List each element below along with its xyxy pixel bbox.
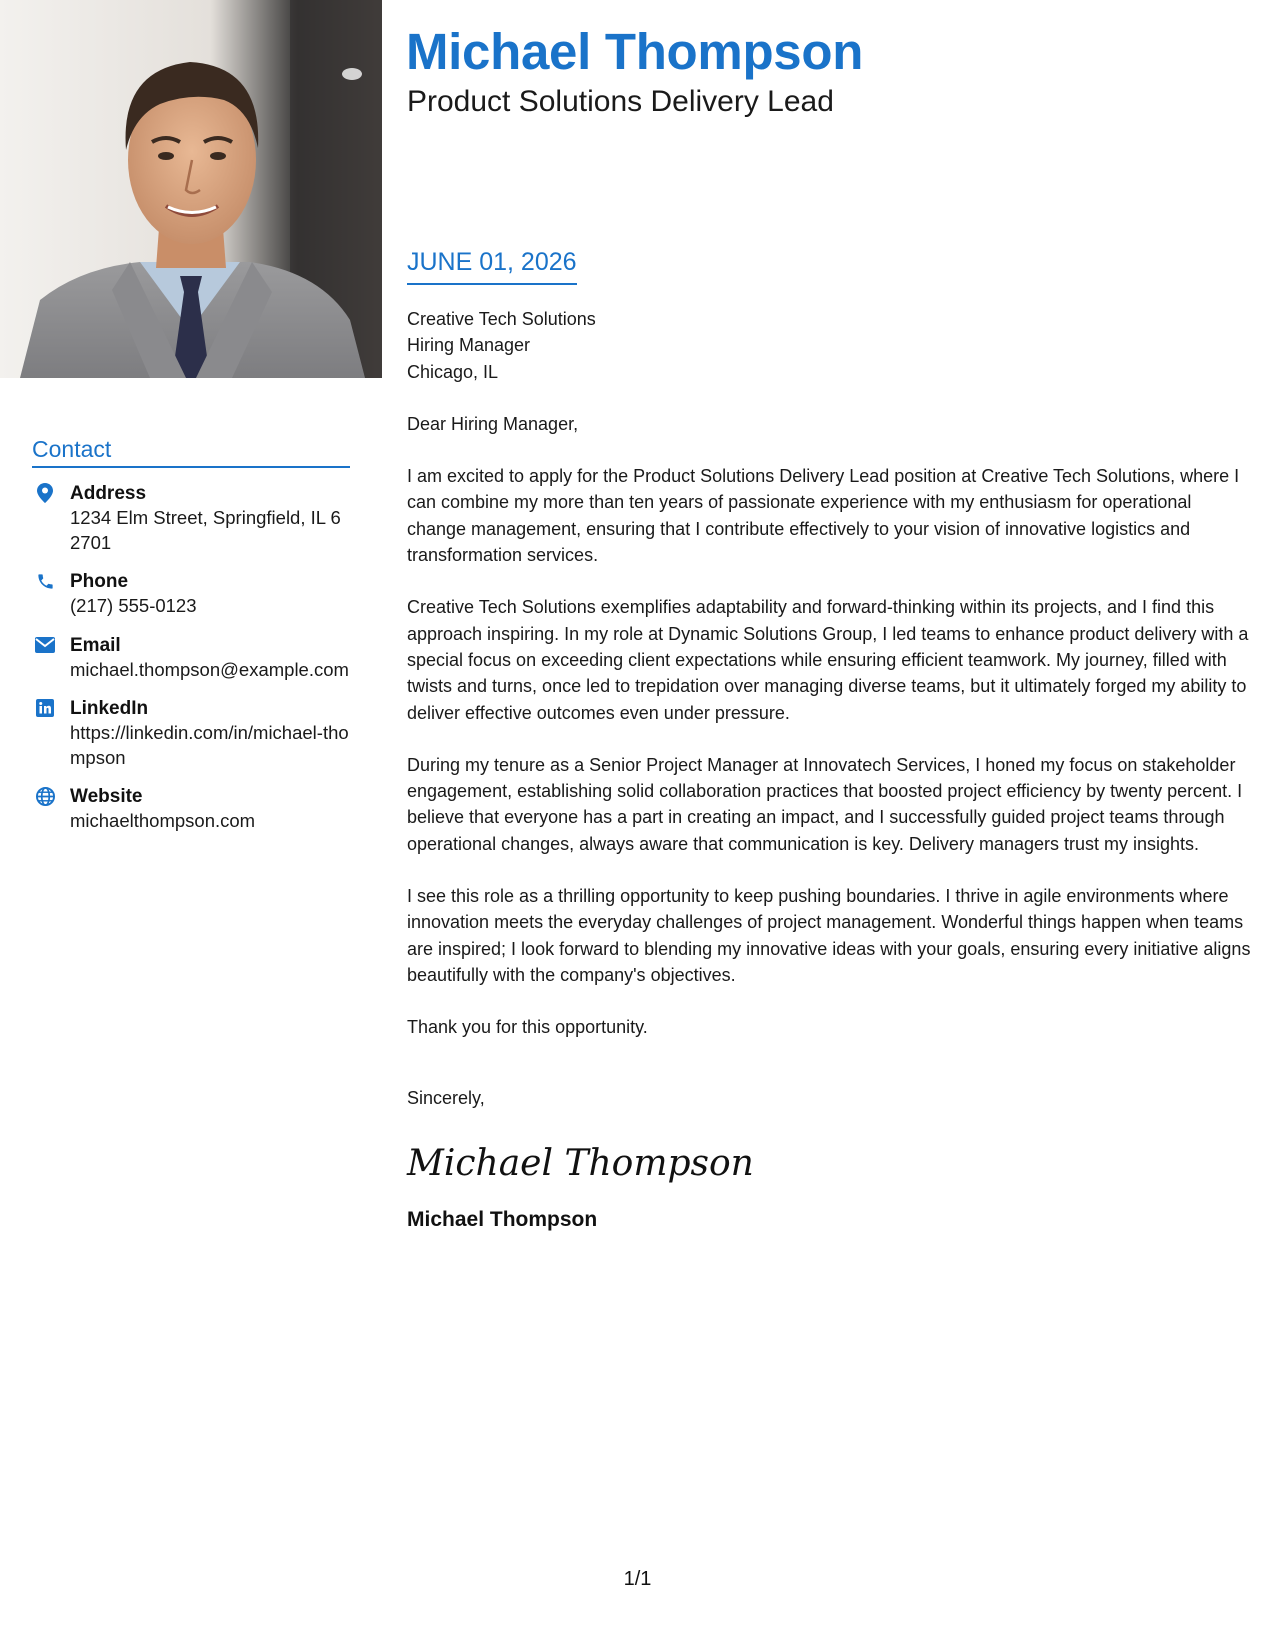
applicant-name: Michael Thompson	[406, 23, 864, 80]
email-value[interactable]: michael.thompson@example.com	[70, 658, 349, 680]
linkedin-icon	[35, 698, 55, 718]
email-label: Email	[70, 634, 121, 656]
recipient-block	[407, 306, 1252, 385]
signer-name: Michael Thompson	[407, 1207, 598, 1231]
letter-body	[407, 306, 1252, 1233]
closing: Sincerely,	[407, 1087, 485, 1108]
paragraph: I am excited to apply for the Product Solutions Delivery Lead position at Creative Tech Solutions, where I can combine my more than ten years of passionate experience with my enthusiasm for operational change management, ensuring that I contribute effectively to your vision of innovative logistics and transformation services.	[407, 466, 1240, 566]
page-number: 1/1	[623, 1568, 652, 1590]
profile-photo	[0, 0, 382, 378]
phone-value: (217) 555-0123	[70, 595, 197, 616]
recipient-company: Creative Tech Solutions	[407, 309, 596, 329]
globe-icon	[35, 786, 55, 806]
website-value[interactable]: michaelthompson.com	[70, 810, 256, 831]
recipient-title: Hiring Manager	[407, 335, 531, 356]
contact-phone	[32, 570, 350, 619]
portrait-image	[0, 0, 382, 378]
contact-website	[32, 785, 350, 834]
address-value: 1234 Elm Street, Springfield, IL 62701	[70, 507, 341, 553]
applicant-role: Product Solutions Delivery Lead	[407, 85, 834, 118]
contact-linkedin	[32, 697, 350, 770]
email-icon	[35, 635, 55, 655]
contact-section	[32, 436, 350, 834]
paragraph: Creative Tech Solutions exemplifies adaptability and forward-thinking within its projects, and I find this approach inspiring. In my role at Dynamic Solutions Group, I led teams to enhance product delivery with a special focus on exceeding client expectations while ensuring efficient teamwork. My journey, filled with twists and turns, once led to trepidation over managing diverse teams, but it ultimately forged my ability to deliver effective outcomes even under pressure.	[407, 597, 1249, 723]
paragraph: Thank you for this opportunity.	[407, 1017, 648, 1038]
contact-email	[32, 634, 350, 683]
paragraph: During my tenure as a Senior Project Manager at Innovatech Services, I honed my focus on stakeholder engagement, establishing solid collaboration practices that boosted project efficiency by twenty percent. I believe that everyone has a part in creating an impact, and I successfully guided project teams through operational changes, always aware that communication is key. Delivery managers trust my insights.	[407, 754, 1243, 854]
website-label: Website	[70, 786, 143, 807]
location-pin-icon	[35, 483, 55, 503]
contact-address	[32, 482, 350, 555]
phone-label: Phone	[70, 571, 129, 592]
letter-date: JUNE 01, 2026	[407, 247, 577, 285]
address-label: Address	[70, 483, 147, 504]
paragraph: I see this role as a thrilling opportunity to keep pushing boundaries. I thrive in agile environments where innovation meets the everyday challenges of project management. Wonderful things happen when teams are inspired; I look forward to blending my innovative ideas with your goals, ensuring every initiative aligns beautifully with the company's objectives.	[407, 886, 1251, 985]
salutation: Dear Hiring Manager,	[407, 413, 579, 434]
handwritten-signature	[407, 1137, 754, 1189]
linkedin-label: LinkedIn	[70, 698, 149, 719]
phone-icon	[35, 571, 55, 591]
contact-heading: Contact	[32, 436, 350, 468]
signature	[407, 1137, 1252, 1189]
svg-text:Michael Thompson: Michael Thompson	[407, 1142, 754, 1184]
recipient-location: Chicago, IL	[407, 361, 499, 382]
linkedin-value[interactable]: https://linkedin.com/in/michael-thompson	[70, 722, 349, 768]
